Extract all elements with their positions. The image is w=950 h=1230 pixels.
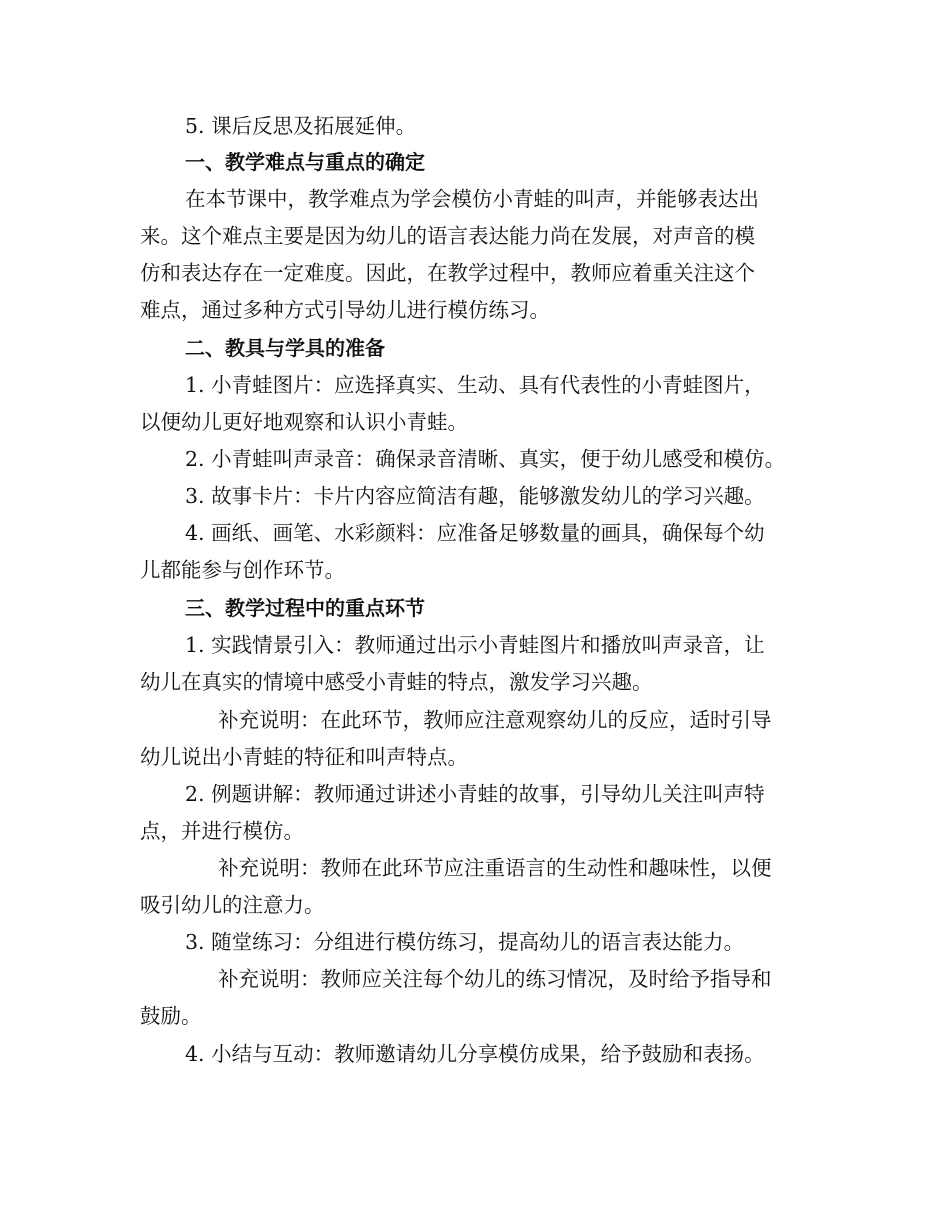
note-text: 补充说明：在此环节，教师应注意观察幼儿的反应，适时引导 [218,708,772,732]
list-item-text: 点，并进行模仿。 [140,819,304,843]
paragraph-line: 来。这个难点主要是因为幼儿的语言表达能力尚在发展，对声音的模 [140,224,755,248]
list-item-text: 3. 随堂练习：分组进行模仿练习，提高幼儿的语言表达能力。 [185,930,745,954]
paragraph-line: 在本节课中，教学难点为学会模仿小青蛙的叫声，并能够表达出 [185,187,759,211]
list-item-text: 4. 小结与互动：教师邀请幼儿分享模仿成果，给予鼓励和表扬。 [185,1042,765,1066]
list-item-text: 5. 课后反思及拓展延伸。 [185,114,417,138]
list-item-text: 幼儿在真实的情境中感受小青蛙的特点，激发学习兴趣。 [140,670,653,694]
note-text: 补充说明：教师在此环节应注重语言的生动性和趣味性，以便 [218,856,772,880]
list-item-text: 2. 例题讲解：教师通过讲述小青蛙的故事，引导幼儿关注叫声特 [185,782,765,806]
note-text: 幼儿说出小青蛙的特征和叫声特点。 [140,745,468,769]
list-item-text: 3. 故事卡片：卡片内容应简洁有趣，能够激发幼儿的学习兴趣。 [185,484,765,508]
note-text: 吸引幼儿的注意力。 [140,893,325,917]
paragraph-line: 仿和表达存在一定难度。因此，在教学过程中，教师应着重关注这个 [140,261,755,285]
section-heading: 二、教具与学具的准备 [185,336,385,360]
section-heading: 一、教学难点与重点的确定 [185,150,425,174]
list-item-text: 1. 实践情景引入：教师通过出示小青蛙图片和播放叫声录音，让 [185,633,765,657]
list-item-text: 儿都能参与创作环节。 [140,558,345,582]
list-item-text: 4. 画纸、画笔、水彩颜料：应准备足够数量的画具，确保每个幼 [185,521,765,545]
list-item-text: 以便幼儿更好地观察和认识小青蛙。 [140,410,468,434]
paragraph-line: 难点，通过多种方式引导幼儿进行模仿练习。 [140,298,550,322]
note-text: 补充说明：教师应关注每个幼儿的练习情况，及时给予指导和 [218,967,772,991]
list-item-text: 1. 小青蛙图片：应选择真实、生动、具有代表性的小青蛙图片， [185,373,765,397]
section-heading: 三、教学过程中的重点环节 [185,596,425,620]
list-item-text: 2. 小青蛙叫声录音：确保录音清晰、真实，便于幼儿感受和模仿。 [185,447,786,471]
note-text: 鼓励。 [140,1004,202,1028]
